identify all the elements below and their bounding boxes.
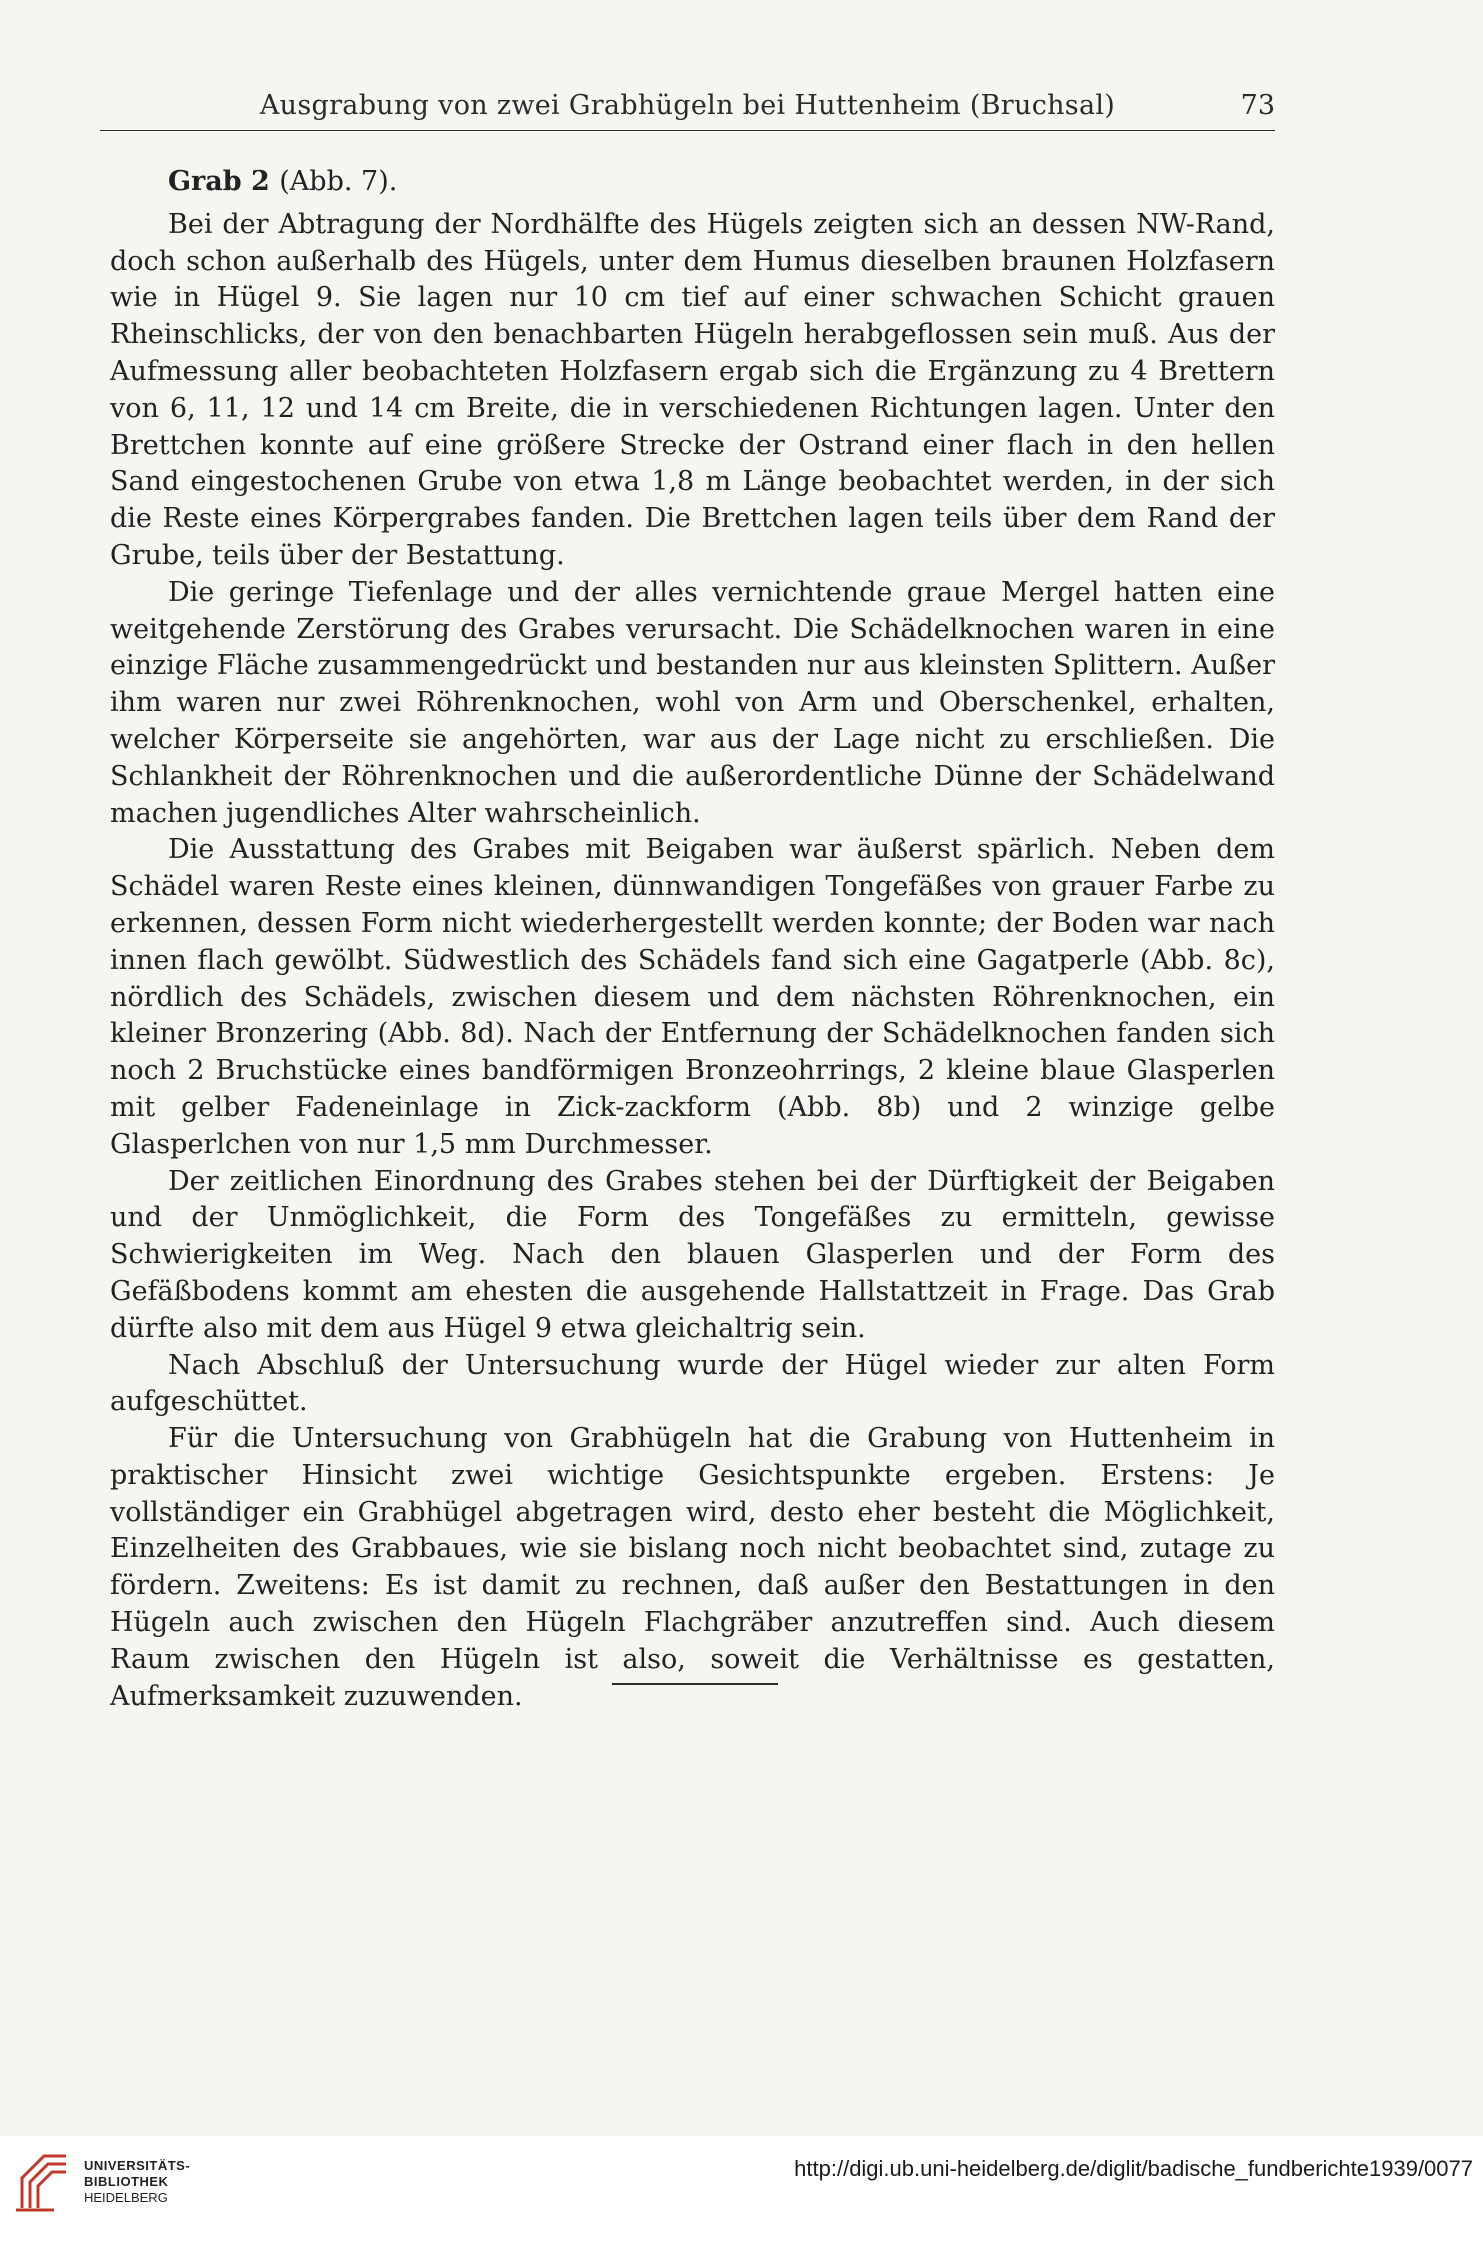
figure-reference: (Abb. 7). xyxy=(279,166,398,197)
section-heading-label: Grab 2 xyxy=(168,166,270,197)
paragraph: Der zeitlichen Einordnung des Grabes stehen bei der Dürftigkeit der Beigaben und der Unmöglichkeit, die Form des Tongefäßes zu ermitteln, gewisse Schwierigkeiten im Weg. Nach den blauen Glasperlen und der Form des Gefäßbodens kommt am ehesten die ausgehende Hallstattzeit in Frage. Das Grab dürfte also mit dem aus Hügel 9 etwa gleichaltrig sein. xyxy=(110,1165,1275,1344)
section-heading xyxy=(168,164,1275,201)
running-title: Ausgrabung von zwei Grabhügeln bei Huttenheim (Bruchsal) xyxy=(259,90,1116,121)
library-name-line: UNIVERSITÄTS- xyxy=(84,2158,191,2173)
paragraph: Nach Abschluß der Untersuchung wurde der Hügel wieder zur alten Form aufgeschüttet. xyxy=(110,1349,1275,1418)
paragraph: Die Ausstattung des Grabes mit Beigaben war äußerst spärlich. Neben dem Schädel waren Reste eines kleinen, dünnwandigen Tongefäßes von grauer Farbe zu erkennen, dessen Form nicht wiederhergestellt werden konnte; der Boden war nach innen flach gewölbt. Südwestlich des Schädels fand sich eine Gagatperle (Abb. 8c), nördlich des Schädels, zwischen diesem und dem nächsten Röhrenknochen, ein kleiner Bronzering (Abb. 8d). Nach der Entfernung der Schädelknochen fanden sich noch 2 Bruchstücke eines bandförmigen Bronzeohrrings, 2 kleine blaue Glasperlen mit gelber Fadeneinlage in Zick-zackform (Abb. 8b) und 2 winzige gelbe Glasperlchen von nur 1,5 mm Durchmesser. xyxy=(110,834,1275,1160)
library-name xyxy=(84,2158,190,2206)
paragraph: Die geringe Tiefenlage und der alles vernichtende graue Mergel hatten eine weitgehende Zerstörung des Grabes verursacht. Die Schädelknochen waren in eine einzige Fläche zusammengedrückt und bestanden nur aus kleinsten Splittern. Außer ihm waren nur zwei Röhrenknochen, wohl von Arm und Oberschenkel, erhalten, welcher Körperseite sie angehörten, war aus der Lage nicht zu erschließen. Die Schlankheit der Röhrenknochen und die außerordentliche Dünne der Schädelwand machen jugendliches Alter wahrscheinlich. xyxy=(110,576,1275,829)
library-name-line: BIBLIOTHEK xyxy=(84,2174,169,2189)
footer-bar xyxy=(0,2136,1483,2245)
source-url-link[interactable]: http://digi.ub.uni-heidelberg.de/diglit/badische_fundberichte1939/0077 xyxy=(794,2156,1473,2181)
section-end-rule xyxy=(612,1683,778,1685)
paragraph: Für die Untersuchung von Grabhügeln hat die Grabung von Huttenheim in praktischer Hinsicht zwei wichtige Gesichtspunkte ergeben. Erstens: Je vollständiger ein Grabhügel abgetragen wird, desto eher besteht die Möglichkeit, Einzelheiten des Grabbaues, wie sie bislang noch nicht beobachtet sind, zutage zu fördern. Zweitens: Es ist damit zu rechnen, daß außer den Bestattungen in den Hügeln auch zwischen den Hügeln Flachgräber anzutreffen sind. Auch diesem Raum zwischen den Hügeln ist also, soweit die Verhältnisse es gestatten, Aufmerksamkeit zuzuwenden. xyxy=(110,1423,1275,1712)
library-logo-icon xyxy=(14,2148,74,2214)
paragraph: Bei der Abtragung der Nordhälfte des Hügels zeigten sich an dessen NW-Rand, doch schon außerhalb des Hügels, unter dem Humus dieselben braunen Holzfasern wie in Hügel 9. Sie lagen nur 10 cm tief auf einer schwachen Schicht grauen Rheinschlicks, der von den benachbarten Hügeln herabgeflossen sein muß. Aus der Aufmessung aller beobachteten Holzfasern ergab sich die Ergänzung zu 4 Brettern von 6, 11, 12 und 14 cm Breite, die in verschiedenen Richtungen lagen. Unter den Brettchen konnte auf eine größere Strecke der Ostrand einer flach in den hellen Sand eingestochenen Grube von etwa 1,8 m Länge beobachtet werden, in der sich die Reste eines Körpergrabes fanden. Die Brettchen lagen teils über dem Rand der Grube, teils über der Bestattung. xyxy=(110,208,1275,571)
library-name-line: HEIDELBERG xyxy=(84,2190,168,2205)
article-body xyxy=(110,164,1275,1715)
page-number: 73 xyxy=(1240,90,1275,121)
running-header xyxy=(100,90,1275,131)
